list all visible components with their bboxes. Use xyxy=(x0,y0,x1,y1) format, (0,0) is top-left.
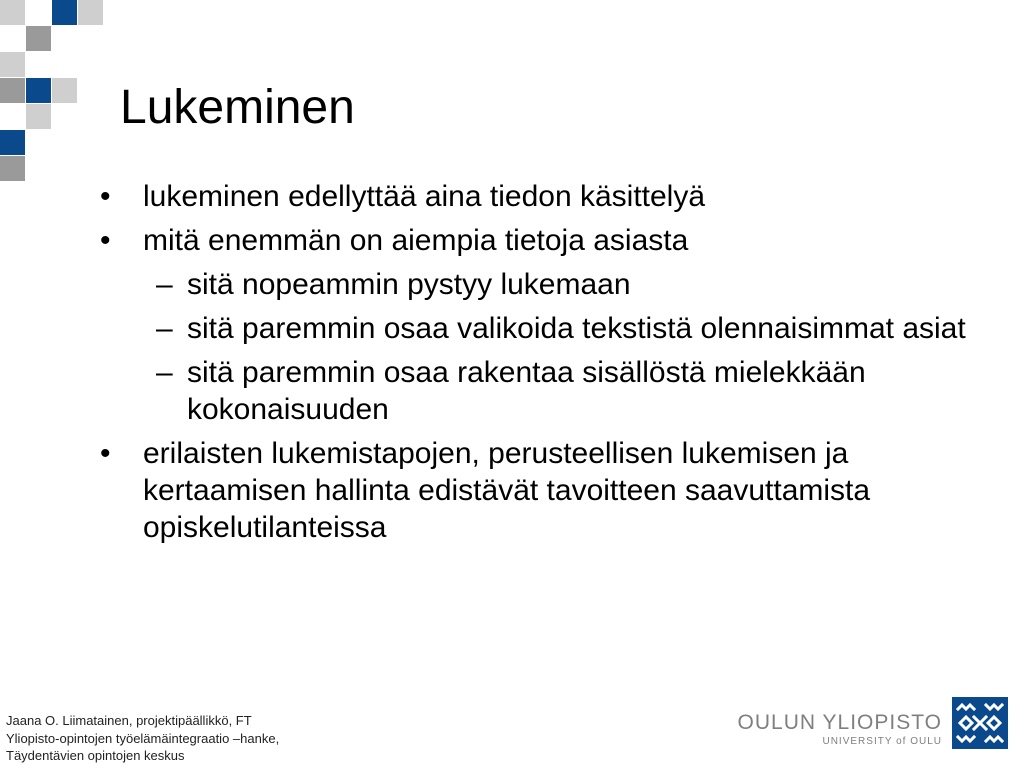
bullet-text: erilaisten lukemistapojen, perusteellisen lukemisen ja kertaamisen hallinta edistävät tavoitteen saavuttamista opiskelutilanteissa xyxy=(143,437,871,544)
footer-line: Täydentävien opintojen keskus xyxy=(6,748,185,763)
sub-bullet-marker: – xyxy=(156,312,173,345)
university-name-english: UNIVERSITY of OULU xyxy=(822,736,942,747)
bullet-marker: • xyxy=(100,224,111,257)
university-name-finnish: OULUN YLIOPISTO xyxy=(737,711,942,734)
sub-bullet-text: sitä paremmin osaa rakentaa sisällöstä mielekkään kokonaisuuden xyxy=(187,356,866,426)
sub-bullet-marker: – xyxy=(156,268,173,301)
bullet-item xyxy=(100,435,1000,546)
bullet-list xyxy=(100,178,1000,553)
sub-bullet-marker: – xyxy=(156,356,173,389)
footer-author-info xyxy=(6,712,279,765)
sub-bullet-text: sitä paremmin osaa valikoida tekstistä olennaisimmat asiat xyxy=(187,312,966,345)
sub-bullet-item xyxy=(100,310,1000,347)
sub-bullet-item xyxy=(100,266,1000,303)
university-logo-text xyxy=(736,710,942,748)
bullet-item xyxy=(100,222,1000,259)
bullet-marker: • xyxy=(100,437,111,470)
slide-title: Lukeminen xyxy=(120,81,355,134)
sub-bullet-item xyxy=(100,354,1000,428)
bullet-marker: • xyxy=(100,180,111,213)
university-emblem-icon xyxy=(952,697,1008,749)
sub-bullet-text: sitä nopeammin pystyy lukemaan xyxy=(187,268,631,301)
footer-line: Jaana O. Liimatainen, projektipäällikkö, FT xyxy=(6,713,252,728)
bullet-item xyxy=(100,178,1000,215)
footer-line: Yliopisto-opintojen työelämäintegraatio –hanke, xyxy=(6,730,280,746)
bullet-text: mitä enemmän on aiempia tietoja asiasta xyxy=(143,224,689,257)
bullet-text: lukeminen edellyttää aina tiedon käsittelyä xyxy=(143,180,706,213)
